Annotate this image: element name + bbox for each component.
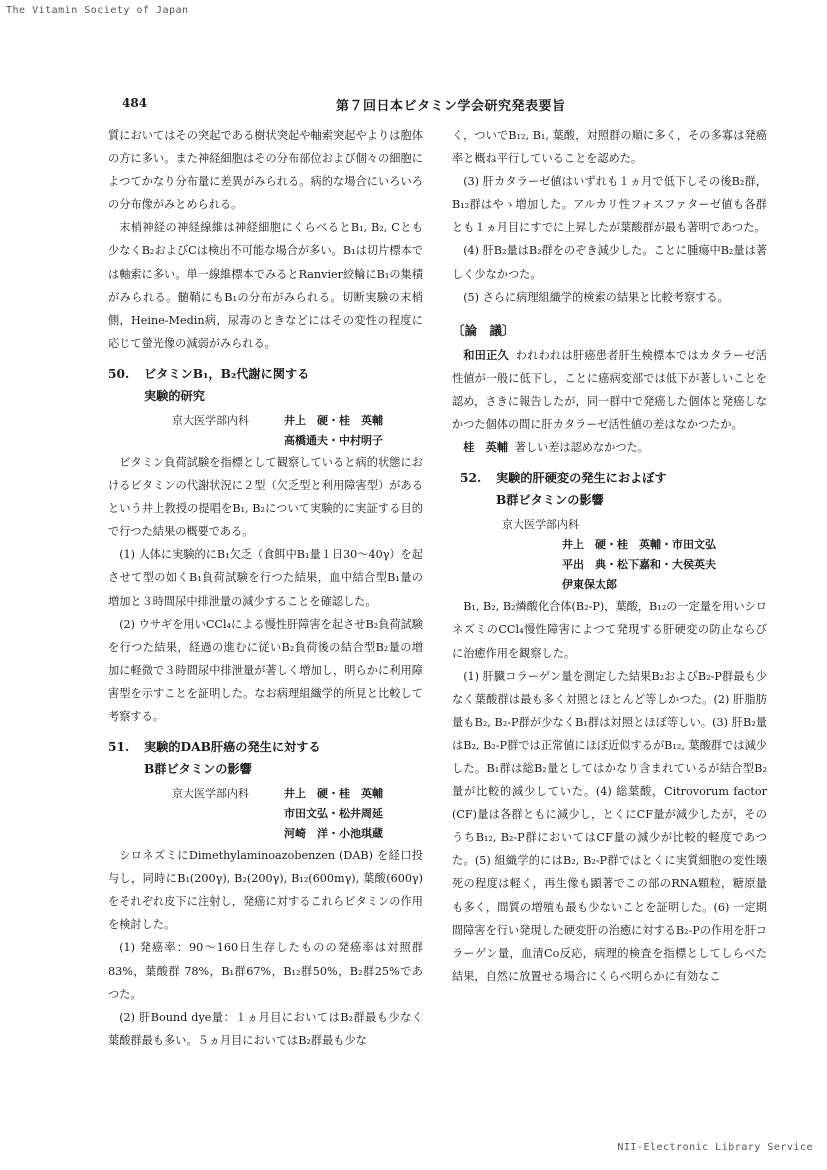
section-51-affiliation (108, 784, 423, 804)
paragraph: (4) 肝B₂量はB₂群をのぞき減少した。ことに腫瘍中B₂量は著しく少なかつた。 (452, 244, 767, 281)
paragraph: 質においてはその突起である樹状突起や軸索突起やよりは胞体の方に多い。また神経細胞はその分布部位および個々の細胞によつてかなり分布量に差異がみられる。病的な場合にいろいろの分布像がみとめられる。 (108, 129, 423, 212)
paragraph: (1) 人体に実験的にB₁欠乏（食餌中B₁量１日30〜40γ）を起させて型の如くB₁負荷試験を行つた結果，血中結合型B₁量の増加と３時間尿中排泄量の減少することを確認した。 (108, 548, 423, 608)
section-title-text: 実験的DAB肝癌の発生に対する (144, 740, 321, 755)
institution: 京大医学部内科 (502, 518, 579, 532)
paragraph: く，ついでB₁₂, B₁, 葉酸，対照群の順に多く，その多寡は発癌率と概ね平行していることを認めた。 (452, 129, 767, 166)
watermark-top: The Vitamin Society of Japan (6, 5, 189, 16)
discussion-text: われわれは肝癌患者肝生検標本ではカタラーゼ活性値が一般に低下し，ことに癌病変部では低下が著しいことを認め，さきに報告したが，同一群中で発癌した個体と発癌しなかつた個体の間に肝カタラーゼ活性値の差はなかつたか。 (452, 348, 767, 432)
authors: 河崎 洋・小池琪蔵 (284, 827, 383, 841)
authors: 高橋通夫・中村明子 (284, 433, 383, 447)
paragraph: (1) 発癌率：90〜160日生存したものの発癌率は対照群83%，葉酸群 78%，B₁群67%，B₁₂群50%，B₂群25%であつた。 (108, 941, 423, 1001)
section-title-text: 実験的肝硬変の発生におよぼす (496, 471, 667, 486)
left-column (108, 124, 423, 1052)
section-number: 51. (108, 740, 130, 755)
paragraph: シロネズミにDimethylaminoazobenzen (DAB) を経口投与し，同時にB₁(200γ), B₂(200γ), B₁₂(600mγ), 葉酸(600γ)をそれぞれ皮下に注射し，発癌に対するこれらビタミンの作用を検討した。 (108, 849, 423, 932)
section-title-text: ビタミンB₁，B₂代謝に関する (144, 366, 310, 381)
paragraph: 末梢神経の神経線維は神経細胞にくらべるとB₁, B₂, Cとも少なくB₂およびCは検出不可能な場合が多い。B₁は切片標本では軸索に多い。単一線維標本でみるとRanvier絞輪にB₁の集積がみられる。髄鞘にもB₁の分布がみられる。切断実験の末梢側，Heine-Medin病，尿毒のときなどにはその変性の程度に応じて螢光像の減弱がみられる。 (108, 221, 423, 350)
paragraph: (5) さらに病理組織学的検索の結果と比較考察する。 (463, 290, 729, 304)
paragraph: ビタミン負荷試験を指標として観察していると病的状態におけるビタミンの代謝状況に２型（欠乏型と利用障害型）があるという井上教授の提唱をB₁, B₂について実験的に実証する目的で行つた結果の概要である。 (108, 455, 423, 539)
section-52-subtitle: B群ビタミンの影響 (496, 493, 604, 508)
page-number: 484 (122, 96, 148, 110)
section-number: 52. (460, 471, 482, 486)
authors: 市田文弘・松井周延 (284, 807, 383, 821)
section-50-subtitle: 実験的研究 (144, 388, 205, 403)
speaker-name: 和田正久 (463, 347, 509, 362)
right-column (452, 124, 767, 988)
paragraph: (2) ウサギを用いCCl₄による慢性肝障害を起させB₂負荷試験を行つた結果，経過の進むに従いB₂負荷後の結合型B₂量の増加に軽微で３時間尿中排泄量が著しく増加し，明らかに利用障害型を示すことを証明した。なお病理組織学的所見と比較して考察する。 (108, 617, 423, 723)
section-50-affiliation (108, 411, 423, 431)
speaker-name: 桂 英輔 (463, 440, 508, 455)
running-head: 第７回日本ビタミン学会研究発表要旨 (336, 99, 566, 114)
section-51-title (108, 736, 423, 758)
authors: 井上 硬・桂 英輔 (284, 787, 383, 801)
authors: 平出 典・松下嘉和・大侯英夫 (562, 558, 716, 572)
section-51-subtitle: B群ビタミンの影響 (144, 762, 252, 777)
discussion-text: 著しい差は認めなかつた。 (514, 441, 649, 455)
watermark-bottom: NII-Electronic Library Service (617, 1142, 813, 1153)
discussion-heading: 〔論 議〕 (452, 322, 515, 338)
paragraph: (3) 肝カタラーゼ値はいずれも１ヵ月で低下しその後B₂群，B₁₂群はやゝ増加した。アルカリ性フォスファターゼ値も各群とも１ヵ月目にすでに上昇したが葉酸群が最も著明であつた。 (452, 175, 767, 235)
section-50-title (108, 363, 423, 385)
discussion-entry (452, 436, 767, 459)
section-52-title (460, 467, 767, 489)
institution: 京大医学部内科 (172, 413, 249, 427)
authors: 井上 硬・桂 英輔 (284, 413, 383, 427)
authors: 伊東保太郎 (562, 578, 617, 592)
discussion-entry (452, 344, 767, 436)
authors: 井上 硬・桂 英輔・市田文弘 (562, 538, 716, 552)
section-number: 50. (108, 366, 130, 381)
institution: 京大医学部内科 (172, 787, 249, 801)
paragraph: (1) 肝臓コラーゲン量を測定した結果B₂およびB₂-P群最も少なく葉酸群は最も多く対照とほとんど等しかつた。(2) 肝脂肪量もB₂, B₂-P群が少なくB₁群は対照とほぼ等しい。(3) 肝B₂量はB₂, B₂-P群では正常値にほぼ近似するがB₁₂, 葉酸群では減少した。B₁群は総B₂量としてはかなり含まれているが結合型B₂量が比較的減少していた。(4) 総葉酸，Citrovorum factor (CF)量は各群ともに減少し，とくにCF量が減少したが，そのうちB₁₂, B₂-P群においてはCF量の減少が比較的軽度であつた。(5) 組織学的にはB₂, B₂-P群ではとくに実質細胞の変性壊死の程度は軽く，再生像も顕著でこの部のRNA顆粒，糖原量も多く，間質の増殖も最も少ないことを証明した。(6) 一定期間障害を行い発現した硬変肝の治癒に対するB₂-Pの作用を肝コラーゲン量，血清Co反応，病理的検査を指標としてしらべた結果，自然に放置せる場合にくらべ明らかに有効なこ (452, 669, 767, 983)
paragraph: B₁, B₂, B₂燐酸化合体(B₂-P)，葉酸，B₁₂の一定量を用いシロネズミのCCl₄慢性障害によつて発現する肝硬変の防止ならびに治癒作用を観察した。 (452, 600, 767, 660)
paragraph: (2) 肝Bound dye量：１ヵ月目においてはB₂群最も少なく葉酸群最も多い。５ヵ月目においてはB₂群最も少な (108, 1010, 423, 1047)
